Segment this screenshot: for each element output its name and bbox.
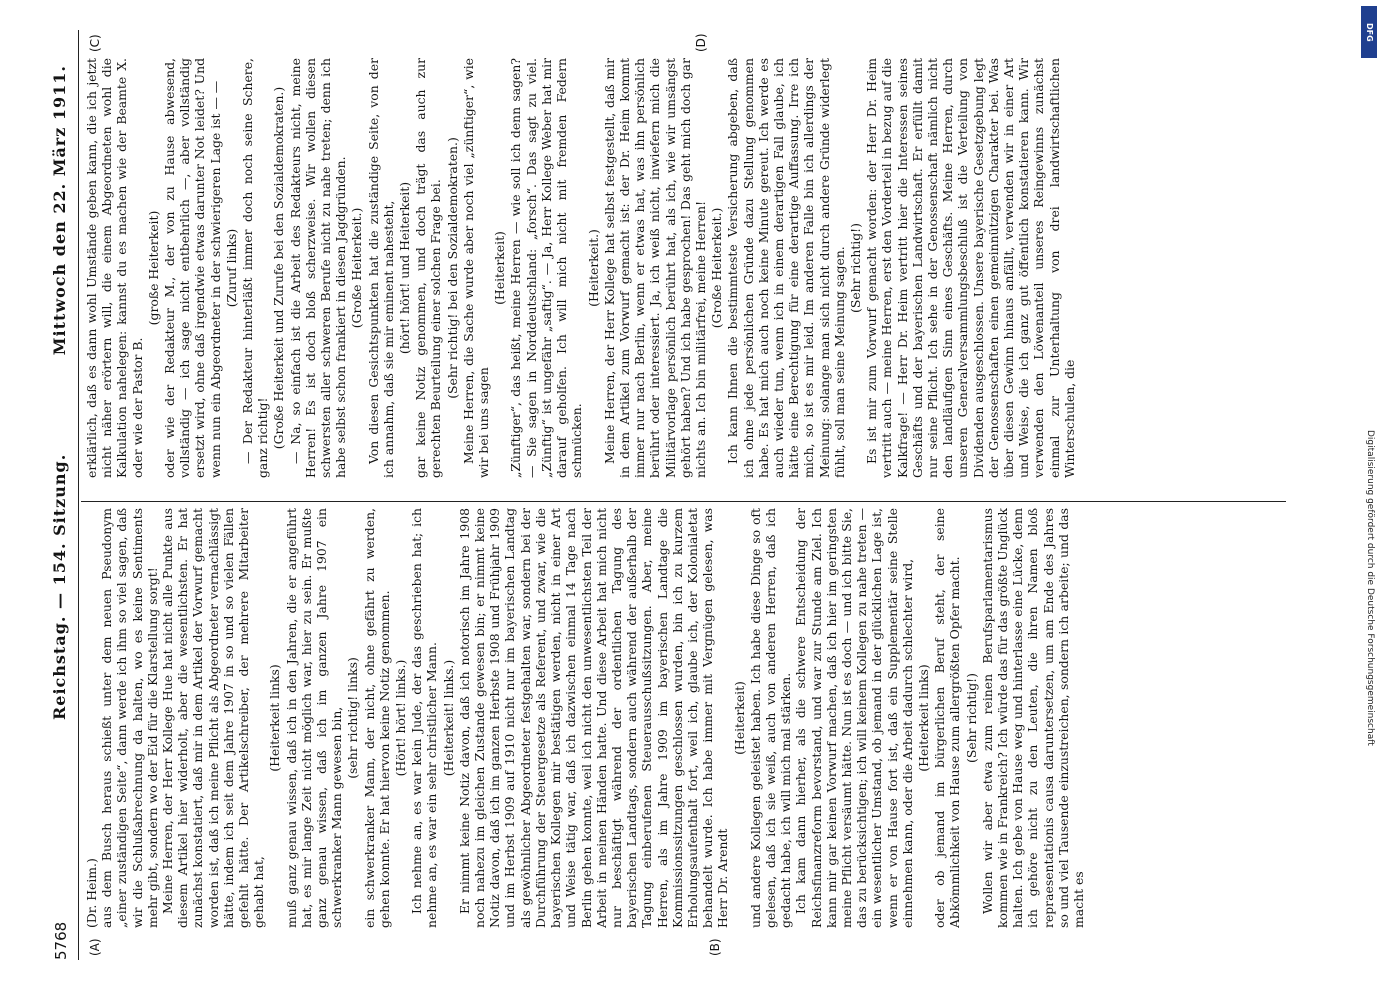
paragraph: erklärlich, daß es dann wohl Umstände geben kann, die ich jetzt nicht näher erörtern will, die einem Abgeordneten wohl die Kalkulation nahelegen: kannst du es machen wie der Beamte X. oder wie der Pastor B.	[84, 58, 145, 478]
header-rule	[78, 30, 79, 960]
page-number: 5768	[52, 921, 70, 960]
interjection: (Heiterkeit links)	[915, 664, 931, 772]
digitization-credit: Digitalisierung gefördert durch die Deutsche Forschungsgemeinschaft	[1365, 430, 1375, 746]
right-text-column	[84, 58, 1284, 478]
interjection: (hört! hört! und Heiterkeit)	[397, 181, 413, 355]
paragraph: oder ob jemand im bürgerlichen Beruf steht, der seine Abkömmlichkeit von Hause zum allergrößten Opfer macht.	[932, 508, 963, 928]
interjection: (Heiterkeit! links.)	[440, 659, 456, 777]
paragraph: muß ganz genau wissen, daß ich in den Jahren, die er angeführt hat, es mir lange Zeit nicht möglich war, hier zu sein. Er mußte ganz genau wissen, daß ich im ganzen Jahre 1907 ein schwerkranker Mann gewesen bin,	[283, 508, 345, 928]
interjection: (Große Heiterkeit und Zurufe bei den Sozialdemokraten.)	[271, 86, 287, 450]
paragraph: Es ist mir zum Vorwurf gemacht worden: der Herr Dr. Heim vertritt auch — meine Herren, erst den Vorderteil in bezug auf die Kalkfrage! — Herr Dr. Heim vertritt hier die Interessen seines Geschäfts und der bayerischen Landwirtschaft. Er erfüllt damit nur seine Pflicht. Ich sehe in der Genossenschaft nämlich nicht den landläufigen Sinn eines Geschäfts. Meine Herren, durch unseren Generalversammlungsbeschluß ist die Verteilung von Dividenden ausgeschlossen. Unsere bayerische Gesetzgebung legt der Genossenschaften einen gemeinnützigen Charakter bei. Was über diesen Gewinn hinaus anfällt, verwenden wir in einer Art und Weise, die ich ganz gut öffentlich konstatieren kann. Wir verwenden den Löwenanteil unseres Reingewinns zunächst einmal zur Unterhaltung von drei landwirtschaftlichen Winterschulen, die	[864, 58, 1077, 478]
paragraph: ein schwerkranker Mann, der nicht, ohne gefährt zu werden, gehen konnte. Er hat hiervon keine Notiz genommen.	[361, 508, 392, 928]
paragraph: Er nimmt keine Notiz davon, daß ich notorisch im Jahre 1908 noch nahezu im gleichen Zustande gewesen bin; er nimmt keine Notiz davon, daß ich im ganzen Herbste 1908 und Frühjahr 1909 und im Herbst 1909 auf 1910 nicht nur im bayerischen Landtag als gewöhnlicher Abgeordneter festgehalten war, sondern bei der Durchführung der Steuergesetze als Referent, und zwar, wie die bayerischen Kollegen mir bestätigen werden, nicht in einer Art und Weise tätig war, daß ich dazwischen einmal 14 Tage nach Berlin gehen konnte, weil ich nicht den unwesentlichsten Teil der Arbeit in meinen Händen hatte. Und diese Arbeit hat mich nicht nur beschäftigt während der ordentlichen Tagung des bayerischen Landtags, sondern auch während der außerhalb der Tagung einberufenen Steuerausschußsitzungen. Aber, meine Herren, als im Jahre 1909 im bayerischen Landtage die Kommissionssitzungen geschlossen wurden, bin ich zu kurzem Erholungsaufenthalt fort, weil ich, glaube ich, der Kolonialetat behandelt wurde. Ich habe immer mit Vergnügen gelesen, was Herr Dr. Arendt	[456, 508, 731, 928]
dfg-logo: DFG	[1361, 6, 1377, 58]
interjection: (Große Heiterkeit.)	[709, 207, 725, 329]
paragraph: — Der Redakteur hinterläßt immer doch noch seine Schere, ganz richtig!	[240, 58, 271, 478]
margin-marker-c: (C)	[88, 34, 102, 52]
interjection: (Sehr richtig!)	[963, 673, 979, 763]
interjection: (Heiterkeit)	[731, 681, 747, 755]
paragraph: Ich nehme an, es war kein Jude, der das geschrieben hat; ich nehme an, es war ein sehr christlicher Mann.	[409, 508, 440, 928]
interjection: (Heiterkeit.)	[585, 229, 601, 307]
paragraph: und andere Kollegen geleistet haben. Ich habe diese Dinge so oft gelesen, daß ich sie weiß, auch von anderen Herren, daß ich gedacht habe, ich will mich mal stärken.	[747, 508, 794, 928]
interjection: (Heiterkeit links)	[267, 664, 283, 772]
paragraph: Wollen wir aber etwa zum reinen Berufsparlamentarismus kommen wie in Frankreich? Ich würde das für das größte Unglück halten. Ich gebe von Hause weg und hinterlasse eine Lücke, denn ich gehöre nicht zu den Leuten, die ihren Namen bloß repraesentationis causa daruntersetzen, um am Ende des Jahres so und viel Tausende einzustreichen, sondern ich arbeite; und das macht es	[979, 508, 1086, 928]
header-date: Mittwoch den 22. März 1911.	[50, 65, 69, 356]
interjection: (Heiterkeit)	[492, 231, 508, 305]
interjection: (Große Heiterkeit.)	[349, 207, 365, 329]
column-divider	[81, 501, 1286, 502]
interjection: (Hört! hört! links.)	[393, 659, 409, 777]
interjection: (sehr richtig! links)	[345, 657, 361, 779]
interjection: (große Heiterkeit)	[145, 210, 161, 326]
paragraph: Ich kann Ihnen die bestimmteste Versicherung abgeben, daß ich ohne jede persönlichen Gründe dazu Stellung genommen habe. Es hat mich auch noch keine Minute gereut. Ich werde es auch wieder tun, wenn ich in einem derartigen Fall glaube, ich hätte eine Berechtigung für eine derartige Auffassung. Irre ich mich, so ist es mir leid. Im anderen Falle bin ich allerdings der Meinung: solange man sich nicht durch andere Gründe widerlegt fühlt, soll man seine Meinung sagen.	[725, 58, 847, 478]
paragraph: „Zünftiger“, das heißt, meine Herren — wie soll ich denn sagen? — Sie sagen in Norddeutschland: „forsch“. Das sagt zu viel. „Zünftig“ ist ungefähr „saftig“. — Ja, Herr Kollege Weber hat mir darauf geholfen. Ich will mich nicht mit fremden Federn schmücken.	[508, 58, 585, 478]
paragraph: Meine Herren, die Sache wurde aber noch viel „zünftiger“, wie wir bei uns sagen	[460, 58, 492, 478]
margin-marker-d: (D)	[694, 33, 708, 52]
header-center-title: Reichstag. — 154. Sitzung.	[50, 453, 69, 720]
margin-marker-b: (B)	[708, 938, 722, 956]
paragraph: Meine Herren, der Herr Kollege Hue hat nicht alle Punkte aus diesem Artikel hier widerholt, aber die wesentlichsten. Er hat zunächst konstatiert, daß mir in dem Artikel der Vorwurf gemacht worden ist, daß ich meine Pflicht als Abgeordneter vernachlässigt hätte, indem ich seit dem Jahre 1907 in so und so vielen Fällen gefehlt hätte. Der Artikelschreiber, der mehrere Mitarbeiter gehabt hat,	[160, 508, 267, 928]
interjection: (Sehr richtig! bei den Sozialdemokraten.)	[444, 137, 460, 399]
paragraph: Meine Herren, der Herr Kollege hat selbst festgestellt, daß mir in dem Artikel zum Vorwurf gemacht ist: der Dr. Heim kommt immer nur nach Berlin, wenn er etwas hat, was ihn persönlich berührt oder interessiert. Ja, ich weiß nicht, inwiefern mich die Militärvorlage persönlich berührt hat, als ich, wie wir umsängst gehört haben? Und ich habe gesprochen! Das geht mich doch gar nichts an. Ich bin militärfrei, meine Herren!	[601, 58, 708, 478]
paragraph: oder wie der Redakteur M., der von zu Hause abwesend, vollständig — ich sage nicht entbehrlich —, aber vollständig ersetzt wird, ohne daß irgendwie etwas darunter Not leidet? Und wenn nun ein Abgeordneter in der schwierigeren Lage ist — —	[162, 58, 223, 478]
paragraph: gar keine Notiz genommen, und doch trägt das auch zur gerechten Beurteilung einer solchen Frage bei.	[413, 58, 444, 478]
paragraph: Von diesen Gesichtspunkten hat die zuständige Seite, von der ich annahm, daß sie mir eminent nahesteht,	[365, 58, 396, 478]
interjection: (Sehr richtig!)	[847, 223, 863, 313]
paragraph: Ich kam dann hierher, als die schwere Entscheidung der Reichsfinanzreform bevorstand, und war zur Stunde am Ziel. Ich kann mir gar keinen Vorwurf machen, daß ich hier im geringsten meine Pflicht versäumt hätte. Nun ist es doch — und ich bitte Sie, das zu berücksichtigen; ich will keinem Kollegen zu nahe treten — ein wesentlicher Umstand, ob jemand in der glücklichen Lage ist, wenn er von Hause fort ist, daß ein Supplementär seine Stelle einnehmen kann, oder die Arbeit dadurch schlechter wird,	[793, 508, 915, 928]
margin-marker-a: (A)	[88, 938, 102, 956]
page-header	[48, 25, 78, 960]
paragraph: aus dem Busch heraus schießt unter dem neuen Pseudonym „einer zuständigen Seite“, dann werde ich ihm so viel sagen, daß wir die Schlußabrechnung da halten, wo es keine Sentiments mehr gibt, sondern wo der Eid für die Klarstellung sorgt!	[99, 508, 160, 928]
paragraph: — Na, so einfach ist die Arbeit des Redakteurs nicht, meine Herren! Es ist doch bloß scherzweise. Wir wollen diesen schwersten aller schweren Berufe nicht zu nahe treten; denn ich habe selbst schon frankiert in diesen Jagdgründen.	[287, 58, 349, 478]
interjection: (Zuruf links)	[223, 228, 239, 308]
left-text-column	[84, 508, 1284, 928]
paragraph: (Dr. Heim.)	[84, 858, 99, 928]
